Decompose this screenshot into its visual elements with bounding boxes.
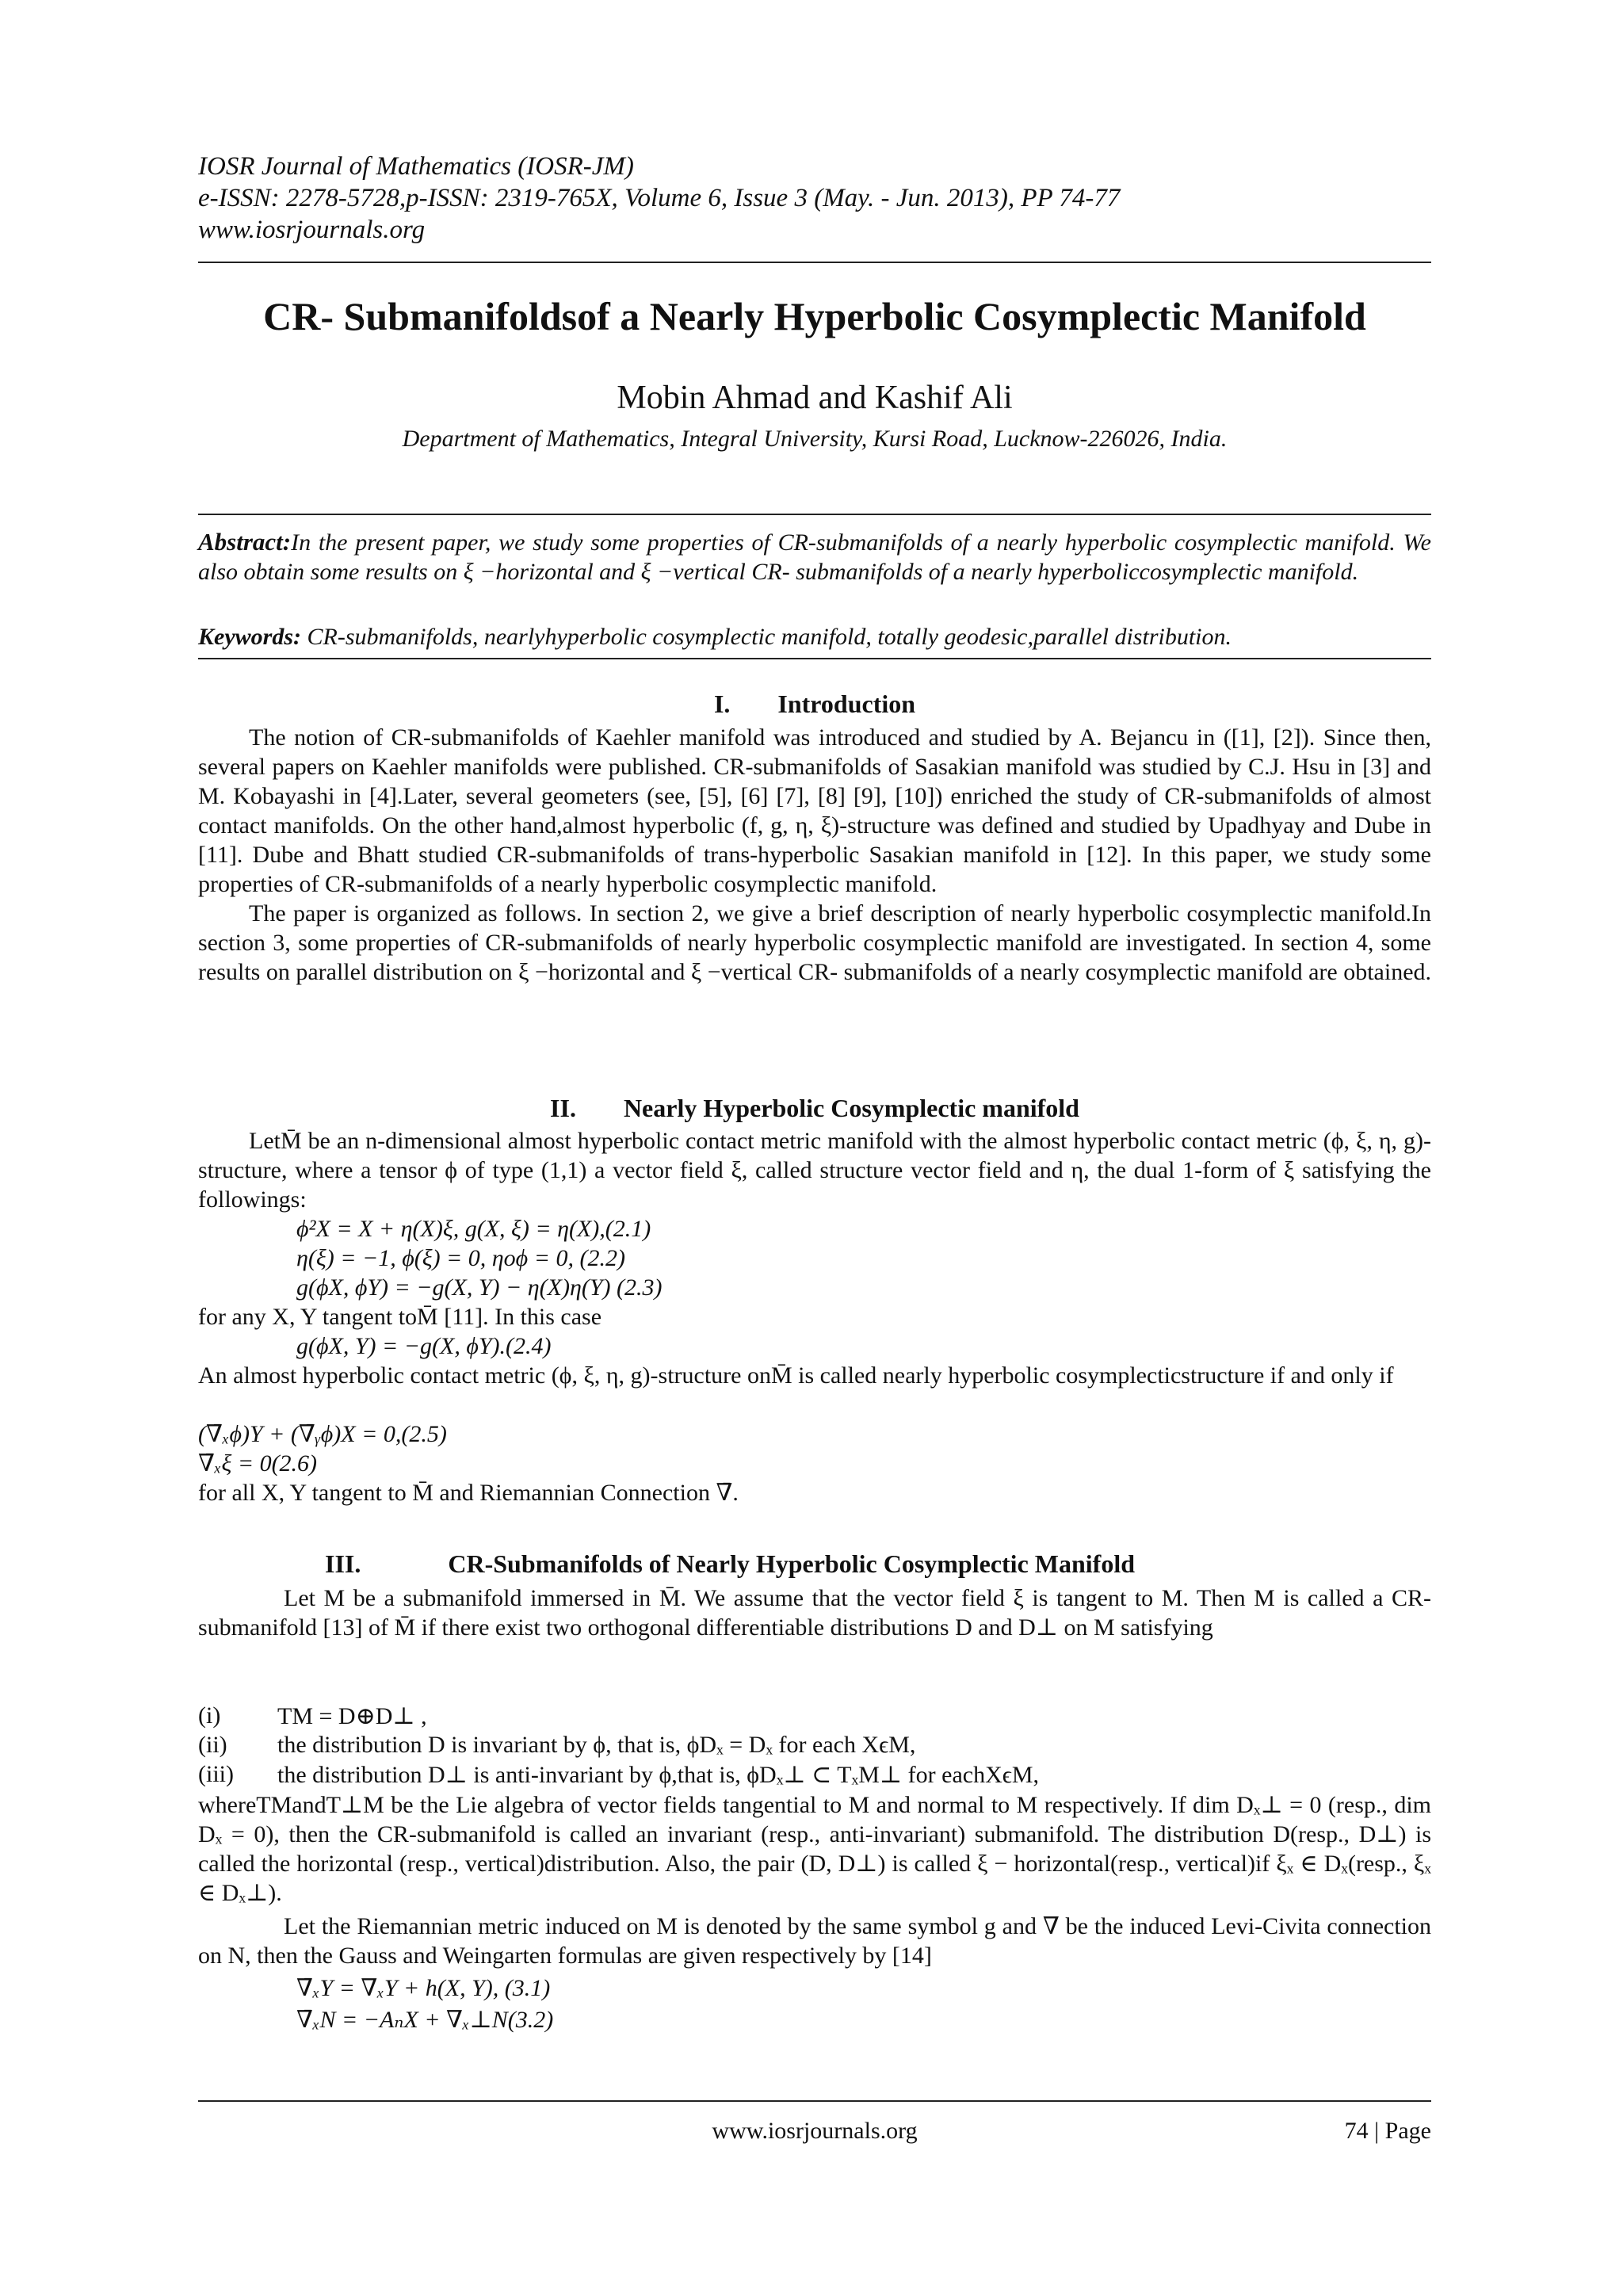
keywords-label: Keywords: [198,624,301,650]
section-1-number: I. [713,690,731,718]
section-3-paragraph-2 [198,1790,1431,1908]
journal-website[interactable]: www.iosrjournals.org [198,216,426,244]
journal-header [198,151,1431,246]
abstract-label: Abstract: [198,528,292,556]
section-3-paragraph-3-text: Let the Riemannian metric induced on M is denoted by the same symbol g and ∇ be the induced Levi-Civita connection on N, then the Gauss and Weingarten formulas are given respectively by [14] [198,1913,1431,1969]
list-item-text: TM = D⊕D⊥ , [277,1703,427,1729]
paper-title: CR- Submanifoldsof a Nearly Hyperbolic Cosymplectic Manifold [263,294,1366,338]
section-3-number: III. [325,1549,361,1578]
section-3-paragraph-3 [198,1912,1431,1970]
footer-page-number: 74 | Page [1344,2118,1431,2144]
equation-2-2: η(ξ) = −1, ϕ(ξ) = 0, ηoϕ = 0, (2.2) [296,1245,625,1271]
footer-website[interactable]: www.iosrjournals.org [712,2118,918,2144]
section-2-paragraph-1-text: LetM̄ be an n-dimensional almost hyperbolic contact metric manifold with the almost hyperbolic contact metric (ϕ, ξ, η, g)- structure, where a tensor ϕ of type (1,1) a vector field ξ, called structure vector field and η, the dual 1-form of ξ satisfying the followings: [198,1128,1431,1213]
section-1-heading [198,690,1431,719]
section-2-title: Nearly Hyperbolic Cosymplectic manifold [623,1094,1079,1122]
abstract-top-rule [198,514,1431,515]
section-2-paragraph-2-text: An almost hyperbolic contact metric (ϕ, ξ, η, g)-structure onM̄ is called nearly hyperbolic cosymplecticstructure if and only if [198,1362,1394,1389]
journal-issn: e-ISSN: 2278-5728,p-ISSN: 2319-765X, Volume 6, Issue 3 (May. - Jun. 2013), PP 74-77 [198,184,1121,212]
equation-3-2: ∇̄ₓN = −AₙX + ∇ₓ⊥N(3.2) [296,2007,554,2033]
section-3-paragraph-1-text: Let M be a submanifold immersed in M̄. We assume that the vector field ξ is tangent to M. Then M is called a CR-submanifold [13] of M̄ if there exist two orthogonal differentiable distributions D and D⊥ on M satisfying [198,1585,1431,1641]
section-1-body [198,723,1431,987]
section-2-line-1: for any X, Y tangent toM̄ [11]. In this case [198,1304,602,1330]
equation-3-1: ∇̄ₓY = ∇ₓY + h(X, Y), (3.1) [296,1975,551,2001]
section-1-paragraph-2: The paper is organized as follows. In section 2, we give a brief description of nearly hyperbolic cosymplectic manifold.In section 3, some properties of CR-submanifolds of nearly hyperbolic cosymplectic manifold are investigated. In section 4, some results on parallel distribution on ξ −horizontal and ξ −vertical CR- submanifolds of a nearly cosymplectic manifold are obtained. [198,900,1432,985]
section-3-title: CR-Submanifolds of Nearly Hyperbolic Cosymplectic Manifold [448,1549,1135,1578]
section-3-heading [325,1549,1558,1579]
list-item-number: (iii) [198,1761,234,1787]
section-2-line-2: for all X, Y tangent to M̄ and Riemannian Connection ∇̄. [198,1480,739,1506]
section-2-paragraph-1 [198,1126,1431,1214]
equation-2-4: g(ϕX, Y) = −g(X, ϕY).(2.4) [296,1333,552,1359]
section-3-paragraph-2-text: whereTMandT⊥M be the Lie algebra of vector fields tangential to M and normal to M respectively. If dim Dₓ⊥ = 0 (resp., dim Dₓ = 0), then the CR-submanifold is called an invariant (resp., anti-invariant) submanifold. The distribution D(resp., D⊥) is called the horizontal (resp., vertical)distribution. Also, the pair (D, D⊥) is called ξ − horizontal(resp., vertical)if ξₓ ∈ Dₓ(resp., ξₓ ∈ Dₓ⊥). [198,1792,1431,1906]
list-item-text: the distribution D⊥ is anti-invariant by ϕ,that is, ϕDₓ⊥ ⊂ TₓM⊥ for eachXϵM, [277,1762,1040,1788]
equation-2-3: g(ϕX, ϕY) = −g(X, Y) − η(X)η(Y) (2.3) [296,1274,663,1301]
header-rule [198,262,1431,263]
footer-rule [198,2100,1431,2102]
section-2-heading [198,1094,1431,1123]
paper-affiliation: Department of Mathematics, Integral University, Kursi Road, Lucknow-226026, India. [402,426,1228,452]
abstract-text: In the present paper, we study some properties of CR-submanifolds of a nearly hyperbolic cosymplectic manifold. We also obtain some results on ξ −horizontal and ξ −vertical CR- submanifolds of a nearly hyperboliccosymplectic manifold. [198,529,1431,585]
section-3-paragraph-1 [198,1584,1431,1642]
list-item-text: the distribution D is invariant by ϕ, that is, ϕDₓ = Dₓ for each XϵM, [277,1732,916,1758]
section-1-title: Introduction [777,690,916,718]
journal-name: IOSR Journal of Mathematics (IOSR-JM) [198,152,634,181]
section-2-number: II. [550,1094,576,1122]
equation-2-1: ϕ²X = X + η(X)ξ, g(X, ξ) = η(X),(2.1) [296,1216,651,1242]
list-item-number: (ii) [198,1732,227,1758]
equation-2-5: (∇̄ₓϕ)Y + (∇̄ᵧϕ)X = 0,(2.5) [198,1421,447,1447]
abstract [198,527,1431,586]
section-1-paragraph-1: The notion of CR-submanifolds of Kaehler manifold was introduced and studied by A. Bejancu in ([1], [2]). Since then, several papers on Kaehler manifolds were published. CR-submanifolds of Sasakian manifold was studied by C.J. Hsu in [3] and M. Kobayashi in [4].Later, several geometers (see, [5], [6] [7], [8] [9], [10]) enriched the study of CR-submanifolds of almost contact manifolds. On the other hand,almost hyperbolic (f, g, η, ξ)-structure was defined and studied by Upadhyay and Dube in [11]. Dube and Bhatt studied CR-submanifolds of trans-hyperbolic Sasakian manifold in [12]. In this paper, we study some properties of CR-submanifolds of a nearly hyperbolic cosymplectic manifold. [198,724,1431,897]
section-2-paragraph-2 [198,1361,1431,1390]
equation-2-6: ∇̄ₓξ = 0(2.6) [198,1450,318,1477]
list-item-number: (i) [198,1702,221,1729]
abstract-bottom-rule [198,658,1431,659]
keywords-text: CR-submanifolds, nearlyhyperbolic cosymplectic manifold, totally geodesic,parallel distribution. [301,624,1232,650]
paper-authors: Mobin Ahmad and Kashif Ali [617,380,1013,416]
keywords [198,622,1431,651]
